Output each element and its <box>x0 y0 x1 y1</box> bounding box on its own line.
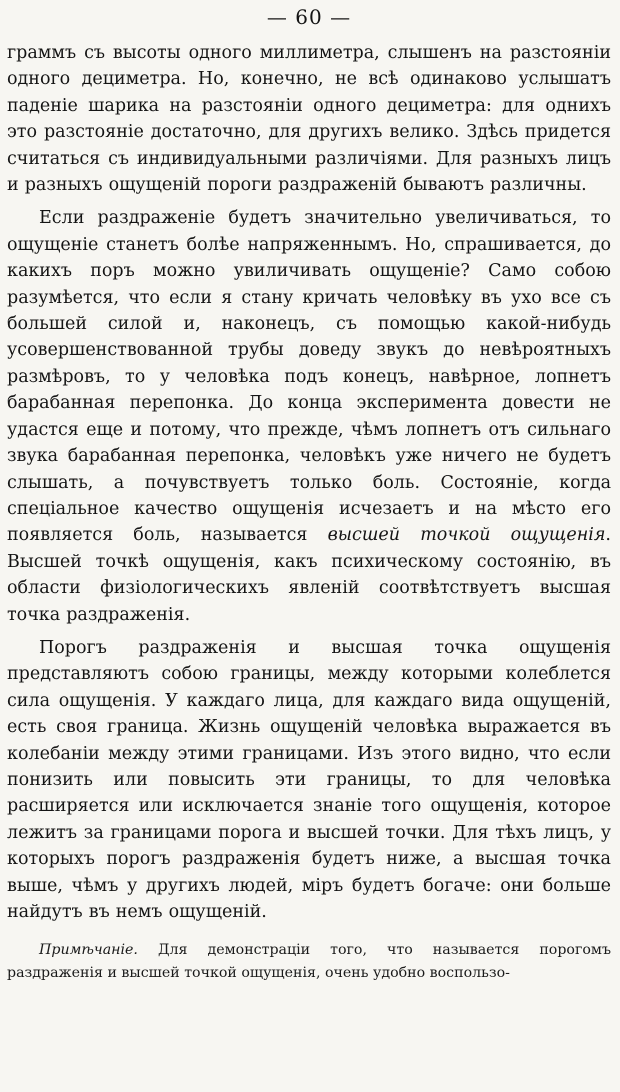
page-number: — 60 — <box>266 5 352 29</box>
paragraph-3: Порогъ раздраженiя и высшая точка ощущенiя представляютъ собою границы, между которыми колеблется сила ощущенiя. У каждаго лица, для каждаго вида ощущенiй, есть своя граница. Жизнь ощущенiй человѣка выражается въ колебанiи между этими границами. Изъ этого видно, что если понизить или повысить эти границы, то для человѣка расширяется или исключается знанiе того ощущенiя, которое лежитъ за границами порога и высшей точки. Для тѣхъ лицъ, у которыхъ порогъ раздраженiя будетъ ниже, а высшая точка выше, чѣмъ у другихъ людей, мiръ будетъ богаче: они больше найдутъ въ немъ ощущенiй. <box>7 637 611 922</box>
footnote <box>7 939 611 985</box>
paragraph-2-text-after: . Высшей точкѣ ощущенiя, какъ психическому состоянiю, въ области физiологическихъ явленiй соотвѣтствуетъ высшая точка раздраженiя. <box>7 525 611 625</box>
paragraph-2-text-before: Если раздраженiе будетъ значительно увеличиваться, то ощущенiе станетъ болѣе напряженнымъ. Но, спрашивается, до какихъ поръ можно увиличивать ощущенiе? Само собою разумѣется, что если я стану кричать человѣку въ ухо все съ большей силой и, наконецъ, съ помощью какой-нибудь усовершенствованной трубы доведу звукъ до невѣроятныхъ размѣровъ, то у человѣка подъ конецъ, навѣрное, лопнетъ барабанная перепонка. До конца эксперимента довести не удастся еще и потому, что прежде, чѣмъ лопнетъ отъ сильнаго звука барабанная перепонка, человѣкъ уже ничего не будетъ слышать, а почувствуетъ только боль. Состоянiе, когда спецiальное качество ощущенiя исчезаетъ и на мѣсто его появляется боль, называется <box>7 208 611 546</box>
footnote-label: Примѣчанiе. <box>39 942 138 959</box>
paragraph-2 <box>7 205 611 628</box>
footnote-text: Для демонстрацiи того, что называется порогомъ раздраженiя и высшей точкой ощущенiя, очень удобно воспользо- <box>7 942 611 982</box>
italic-term: высшей точкой ощущенiя <box>327 525 606 546</box>
paragraph-1: граммъ съ высоты одного миллиметра, слышенъ на разстоянiи одного дециметра. Но, конечно, не всѣ одинаково услышатъ паденiе шарика на разстоянiи одного дециметра: для однихъ это разстоянiе достаточно, для другихъ велико. Здѣсь придется считаться съ индивидуальными различiями. Для разныхъ лицъ и разныхъ ощущенiй пороги раздраженiй бываютъ различны. <box>7 43 611 196</box>
body-text <box>7 40 611 925</box>
page-header <box>7 0 611 40</box>
